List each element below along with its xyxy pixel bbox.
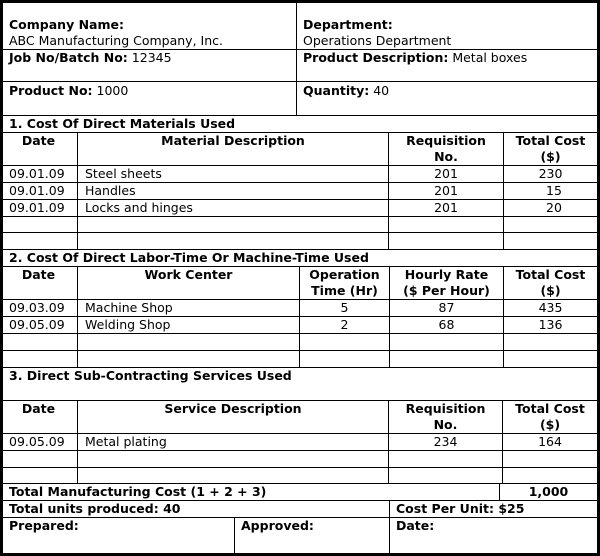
job-value: 12345 (131, 50, 172, 65)
divider (0, 350, 600, 351)
product-no-label: Product No: (9, 83, 93, 98)
labor-col-operation-time (300, 267, 389, 299)
department-label: Department: (303, 17, 393, 32)
row-date: 09.05.09 (9, 434, 65, 449)
row-requisition: 201 (434, 166, 458, 181)
row-cost: 164 (538, 434, 562, 449)
product-desc-value: Metal boxes (452, 50, 528, 65)
row-work-center: Welding Shop (85, 317, 171, 332)
product-desc-field (297, 50, 527, 66)
header-line: Hourly Rate (404, 267, 489, 282)
department-value: Operations Department (303, 33, 452, 48)
row-time: 2 (340, 317, 349, 332)
labor-title: 2. Cost Of Direct Labor-Time Or Machine-Time Used (9, 250, 369, 265)
subcontract-col-date: Date (21, 401, 56, 416)
row-description: Steel sheets (85, 166, 162, 181)
row-work-center: Machine Shop (85, 300, 173, 315)
row-cost: 136 (538, 317, 563, 332)
header-line: No. (433, 417, 458, 432)
row-description: Locks and hinges (85, 200, 193, 215)
subcontract-title: 3. Direct Sub-Contracting Services Used (9, 368, 292, 383)
quantity-label: Quantity: (303, 83, 370, 98)
header-line: ($) (540, 149, 561, 164)
job-label: Job No/Batch No: (9, 50, 128, 65)
materials-title: 1. Cost Of Direct Materials Used (9, 116, 236, 131)
materials-col-description: Material Description (161, 133, 305, 148)
row-requisition: 201 (434, 200, 458, 215)
header-line: Total Cost (515, 267, 586, 282)
divider (0, 467, 600, 468)
company-label: Company Name: (9, 17, 124, 32)
row-cost: 230 (538, 166, 563, 181)
header-line: No. (434, 149, 458, 164)
row-date: 09.01.09 (9, 183, 65, 198)
row-time: 5 (340, 300, 349, 315)
row-rate: 87 (438, 300, 455, 315)
subcontract-col-requisition (389, 401, 502, 433)
prepared-field[interactable]: Prepared: (9, 518, 79, 533)
approved-field[interactable]: Approved: (241, 518, 314, 533)
header-line: ($ Per Hour) (403, 283, 490, 298)
row-description: Handles (85, 183, 136, 198)
row-date: 09.03.09 (9, 300, 65, 315)
divider (0, 81, 600, 82)
row-cost: 20 (546, 200, 562, 215)
materials-col-date: Date (21, 133, 56, 148)
header-line: Total Cost (515, 133, 586, 148)
subcontract-col-description: Service Description (164, 401, 302, 416)
header-line: Requisition (405, 401, 486, 416)
divider (0, 333, 600, 334)
divider (0, 450, 600, 451)
date-field[interactable]: Date: (396, 518, 435, 533)
row-cost: 15 (546, 183, 562, 198)
subcontract-col-total-cost (503, 401, 597, 433)
row-date: 09.01.09 (9, 200, 65, 215)
product-no-value: 1000 (96, 83, 129, 98)
quantity-field (297, 83, 389, 99)
row-requisition: 234 (433, 434, 458, 449)
labor-col-total-cost (504, 267, 597, 299)
divider (0, 216, 600, 217)
materials-col-total-cost (504, 133, 597, 165)
header-line: Time (Hr) (311, 283, 378, 298)
job-field (3, 50, 172, 66)
labor-col-work-center: Work Center (144, 267, 233, 282)
labor-col-hourly-rate (390, 267, 503, 299)
header-line: Total Cost (515, 401, 585, 416)
row-date: 09.01.09 (9, 166, 65, 181)
row-requisition: 201 (434, 183, 458, 198)
company-value: ABC Manufacturing Company, Inc. (9, 33, 223, 48)
header-line: ($) (539, 417, 561, 432)
row-date: 09.05.09 (9, 317, 65, 332)
total-mfg-label: Total Manufacturing Cost (1 + 2 + 3) (9, 484, 267, 499)
total-mfg-value: 1,000 (528, 484, 569, 499)
header-line: Operation (309, 267, 380, 282)
product-no-field (3, 83, 128, 99)
row-cost: 435 (538, 300, 563, 315)
cost-per-unit: Cost Per Unit: $25 (396, 501, 525, 516)
row-rate: 68 (438, 317, 455, 332)
row-description: Metal plating (85, 434, 167, 449)
units-produced: Total units produced: 40 (9, 501, 181, 516)
labor-col-date: Date (21, 267, 56, 282)
header-line: ($) (540, 283, 561, 298)
materials-col-requisition (389, 133, 503, 165)
header-line: Requisition (406, 133, 486, 148)
divider (0, 232, 600, 233)
quantity-value: 40 (373, 83, 390, 98)
product-desc-label: Product Description: (303, 50, 449, 65)
